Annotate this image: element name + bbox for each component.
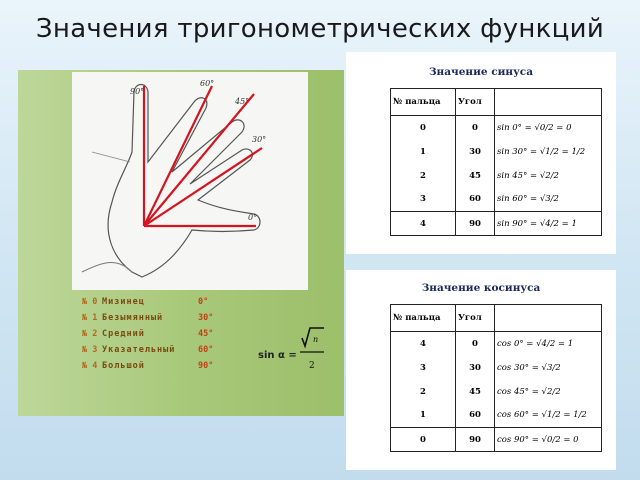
finger-degree: 90°: [198, 361, 214, 371]
finger-num: № 1: [82, 313, 98, 323]
finger-list: [82, 294, 222, 374]
cosine-table-card: [346, 270, 616, 470]
cell-finger: 3: [391, 188, 456, 212]
cell-angle: 30: [456, 356, 495, 380]
cell-expr: cos 60° = √1/2 = 1/2: [495, 404, 602, 428]
formula-numerator: n: [313, 335, 319, 344]
cell-finger: 0: [391, 116, 456, 140]
finger-num: № 2: [82, 329, 98, 339]
table-row: [391, 188, 602, 212]
finger-row: [82, 326, 222, 342]
cell-angle: 60: [456, 188, 495, 212]
cell-angle: 60: [456, 404, 495, 428]
table-row: [391, 380, 602, 404]
table-row: [391, 164, 602, 188]
cell-expr: sin 60° = √3/2: [495, 188, 602, 212]
formula-left: sin α =: [258, 350, 297, 361]
sine-table-card: [346, 52, 616, 254]
angle-label-0: 0°: [248, 213, 258, 222]
angle-label-60: 60°: [200, 79, 215, 88]
cell-expr: cos 45° = √2/2: [495, 380, 602, 404]
cell-finger: 4: [391, 212, 456, 236]
ray-30: [144, 148, 262, 226]
cell-expr: cos 0° = √4/2 = 1: [495, 332, 602, 356]
finger-name: Указательный: [102, 345, 176, 355]
cell-angle: 45: [456, 164, 495, 188]
cell-angle: 0: [456, 332, 495, 356]
cell-expr: sin 30° = √1/2 = 1/2: [495, 140, 602, 164]
cell-angle: 90: [456, 212, 495, 236]
cell-expr: sin 0° = √0/2 = 0: [495, 116, 602, 140]
finger-degree: 60°: [198, 345, 214, 355]
cell-angle: 0: [456, 116, 495, 140]
formula-denominator: 2: [309, 361, 315, 371]
cell-expr: cos 90° = √0/2 = 0: [495, 428, 602, 452]
cell-finger: 4: [391, 332, 456, 356]
cell-expr: sin 45° = √2/2: [495, 164, 602, 188]
hand-illustration: [72, 72, 308, 290]
finger-degree: 30°: [198, 313, 214, 323]
finger-name: Большой: [102, 361, 145, 371]
header-value: [495, 305, 602, 332]
table-row: [391, 356, 602, 380]
finger-degree: 45°: [198, 329, 214, 339]
angle-label-45: 45°: [235, 97, 250, 106]
angle-label-30: 30°: [252, 135, 267, 144]
cell-finger: 2: [391, 164, 456, 188]
finger-row: [82, 342, 222, 358]
slide-title: Значения тригонометрических функций: [35, 14, 605, 44]
header-finger: № пальца: [391, 89, 456, 116]
table-row: [391, 116, 602, 140]
header-value: [495, 89, 602, 116]
cell-expr: cos 30° = √3/2: [495, 356, 602, 380]
finger-row: [82, 294, 222, 310]
finger-row: [82, 358, 222, 374]
table-row: [391, 404, 602, 428]
header-angle: Угол: [456, 305, 495, 332]
table-row: [391, 140, 602, 164]
finger-num: № 3: [82, 345, 98, 355]
cosine-table: [390, 304, 602, 452]
sine-table-title: Значение синуса: [428, 66, 534, 78]
header-finger: № пальца: [391, 305, 456, 332]
finger-name: Средний: [102, 329, 145, 339]
cell-finger: 3: [391, 356, 456, 380]
cell-angle: 30: [456, 140, 495, 164]
finger-row: [82, 310, 222, 326]
cell-finger: 1: [391, 140, 456, 164]
cell-finger: 1: [391, 404, 456, 428]
table-row: [391, 428, 602, 452]
sine-table: [390, 88, 602, 236]
finger-degree: 0°: [198, 297, 209, 307]
table-row: [391, 332, 602, 356]
table-row: [391, 212, 602, 236]
header-angle: Угол: [456, 89, 495, 116]
finger-name: Безымянный: [102, 313, 164, 323]
cell-finger: 0: [391, 428, 456, 452]
cell-finger: 2: [391, 380, 456, 404]
sine-formula: [258, 324, 328, 378]
finger-num: № 4: [82, 361, 98, 371]
cell-angle: 45: [456, 380, 495, 404]
cell-angle: 90: [456, 428, 495, 452]
angle-label-90: 90°: [130, 87, 145, 96]
cosine-table-title: Значение косинуса: [421, 282, 541, 294]
finger-num: № 0: [82, 297, 98, 307]
finger-name: Мизинец: [102, 297, 145, 307]
cell-expr: sin 90° = √4/2 = 1: [495, 212, 602, 236]
